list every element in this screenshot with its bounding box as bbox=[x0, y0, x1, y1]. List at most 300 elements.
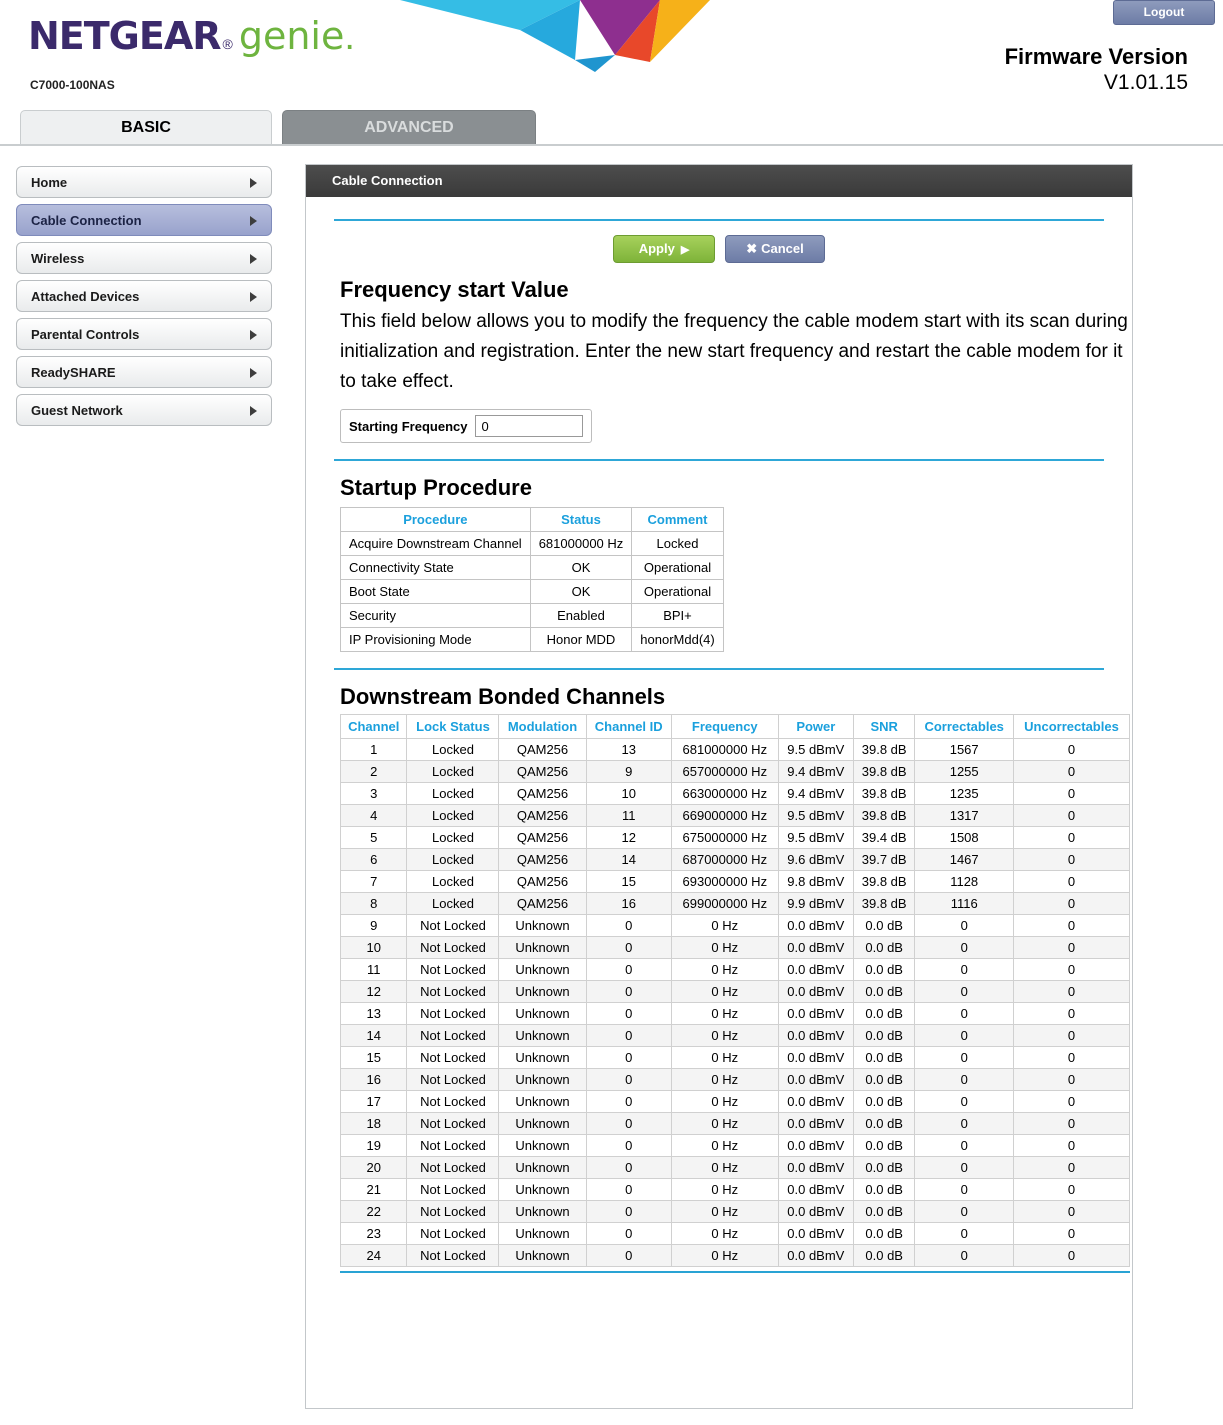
cell-frequency: 0 Hz bbox=[671, 1113, 778, 1135]
cell-lock-status: Locked bbox=[407, 827, 499, 849]
cell-lock-status: Locked bbox=[407, 805, 499, 827]
column-header-correctables: Correctables bbox=[915, 715, 1014, 739]
firmware-title: Firmware Version bbox=[1004, 44, 1188, 69]
cell-lock-status: Not Locked bbox=[407, 1157, 499, 1179]
table-row bbox=[341, 1135, 1130, 1157]
cell-channel-id: 0 bbox=[586, 1157, 671, 1179]
cell-correctables: 0 bbox=[915, 1003, 1014, 1025]
cell-correctables: 0 bbox=[915, 1091, 1014, 1113]
cell-modulation: QAM256 bbox=[499, 739, 586, 761]
cell-channel-id: 12 bbox=[586, 827, 671, 849]
cell-uncorrectables: 0 bbox=[1014, 915, 1130, 937]
table-row bbox=[341, 827, 1130, 849]
cell-channel-id: 16 bbox=[586, 893, 671, 915]
cell-channel-id: 0 bbox=[586, 1179, 671, 1201]
table-row bbox=[341, 1179, 1130, 1201]
cell-status: OK bbox=[530, 580, 632, 604]
cell-frequency: 657000000 Hz bbox=[671, 761, 778, 783]
cell-channel: 19 bbox=[341, 1135, 407, 1157]
column-header-comment: Comment bbox=[632, 508, 723, 532]
cell-correctables: 1317 bbox=[915, 805, 1014, 827]
cell-comment: Operational bbox=[632, 556, 723, 580]
table-row bbox=[341, 1157, 1130, 1179]
cell-snr: 0.0 dB bbox=[854, 1003, 915, 1025]
sidebar-item-home[interactable] bbox=[16, 166, 272, 198]
cell-frequency: 0 Hz bbox=[671, 1069, 778, 1091]
cell-correctables: 1467 bbox=[915, 849, 1014, 871]
cell-correctables: 1128 bbox=[915, 871, 1014, 893]
cell-snr: 0.0 dB bbox=[854, 1091, 915, 1113]
cell-lock-status: Not Locked bbox=[407, 1091, 499, 1113]
cell-power: 0.0 dBmV bbox=[778, 1201, 853, 1223]
cell-lock-status: Locked bbox=[407, 739, 499, 761]
panel-body bbox=[306, 197, 1132, 1283]
cell-snr: 0.0 dB bbox=[854, 1069, 915, 1091]
divider-top bbox=[334, 219, 1104, 221]
cell-procedure: Security bbox=[341, 604, 531, 628]
cell-snr: 0.0 dB bbox=[854, 1113, 915, 1135]
cell-correctables: 0 bbox=[915, 1047, 1014, 1069]
cell-correctables: 0 bbox=[915, 1025, 1014, 1047]
cell-snr: 0.0 dB bbox=[854, 1179, 915, 1201]
cell-snr: 0.0 dB bbox=[854, 1135, 915, 1157]
cell-modulation: QAM256 bbox=[499, 849, 586, 871]
cell-correctables: 1116 bbox=[915, 893, 1014, 915]
cell-channel-id: 0 bbox=[586, 1113, 671, 1135]
cell-frequency: 0 Hz bbox=[671, 1135, 778, 1157]
cell-modulation: Unknown bbox=[499, 1201, 586, 1223]
cell-snr: 0.0 dB bbox=[854, 1025, 915, 1047]
cell-correctables: 0 bbox=[915, 1157, 1014, 1179]
registered-mark: ® bbox=[222, 36, 233, 52]
cell-channel-id: 10 bbox=[586, 783, 671, 805]
cell-uncorrectables: 0 bbox=[1014, 1069, 1130, 1091]
column-header-snr: SNR bbox=[854, 715, 915, 739]
cell-power: 0.0 dBmV bbox=[778, 1179, 853, 1201]
cell-power: 0.0 dBmV bbox=[778, 1091, 853, 1113]
cell-snr: 0.0 dB bbox=[854, 1047, 915, 1069]
action-buttons bbox=[316, 235, 1122, 263]
cell-channel: 10 bbox=[341, 937, 407, 959]
table-row bbox=[341, 959, 1130, 981]
chevron-right-icon bbox=[250, 254, 257, 264]
table-row bbox=[341, 849, 1130, 871]
cell-snr: 0.0 dB bbox=[854, 937, 915, 959]
cell-power: 0.0 dBmV bbox=[778, 1135, 853, 1157]
cell-lock-status: Locked bbox=[407, 849, 499, 871]
cell-correctables: 0 bbox=[915, 937, 1014, 959]
cell-uncorrectables: 0 bbox=[1014, 1179, 1130, 1201]
cell-lock-status: Not Locked bbox=[407, 1003, 499, 1025]
table-header-row bbox=[341, 508, 724, 532]
cell-power: 0.0 dBmV bbox=[778, 1003, 853, 1025]
cell-channel: 14 bbox=[341, 1025, 407, 1047]
cell-uncorrectables: 0 bbox=[1014, 1047, 1130, 1069]
cell-channel: 17 bbox=[341, 1091, 407, 1113]
cell-channel: 23 bbox=[341, 1223, 407, 1245]
startup-procedure-table bbox=[340, 507, 724, 652]
sidebar-item-label: Parental Controls bbox=[31, 327, 140, 342]
divider-after-startup bbox=[334, 668, 1104, 670]
cell-lock-status: Locked bbox=[407, 761, 499, 783]
cell-modulation: QAM256 bbox=[499, 805, 586, 827]
cell-snr: 0.0 dB bbox=[854, 1245, 915, 1267]
cell-channel-id: 0 bbox=[586, 1245, 671, 1267]
chevron-right-icon bbox=[250, 330, 257, 340]
table-row bbox=[341, 604, 724, 628]
cell-frequency: 0 Hz bbox=[671, 915, 778, 937]
sidebar-item-label: Cable Connection bbox=[31, 213, 142, 228]
cell-uncorrectables: 0 bbox=[1014, 1201, 1130, 1223]
cell-channel: 21 bbox=[341, 1179, 407, 1201]
cell-snr: 0.0 dB bbox=[854, 1223, 915, 1245]
cell-comment: honorMdd(4) bbox=[632, 628, 723, 652]
cell-frequency: 681000000 Hz bbox=[671, 739, 778, 761]
firmware-info bbox=[1005, 44, 1188, 96]
tab-basic[interactable]: BASIC bbox=[20, 110, 272, 145]
cell-uncorrectables: 0 bbox=[1014, 959, 1130, 981]
cell-correctables: 0 bbox=[915, 1179, 1014, 1201]
cell-lock-status: Not Locked bbox=[407, 1069, 499, 1091]
play-arrow-icon: ▶ bbox=[680, 244, 690, 256]
cell-modulation: Unknown bbox=[499, 1245, 586, 1267]
tab-advanced[interactable]: ADVANCED bbox=[282, 110, 536, 145]
cancel-button[interactable] bbox=[725, 235, 825, 263]
cell-snr: 0.0 dB bbox=[854, 1201, 915, 1223]
cell-correctables: 0 bbox=[915, 1201, 1014, 1223]
cell-snr: 0.0 dB bbox=[854, 915, 915, 937]
cell-comment: Locked bbox=[632, 532, 723, 556]
starting-frequency-input[interactable] bbox=[475, 415, 583, 437]
cell-uncorrectables: 0 bbox=[1014, 1091, 1130, 1113]
cell-lock-status: Locked bbox=[407, 893, 499, 915]
cell-modulation: QAM256 bbox=[499, 761, 586, 783]
decorative-banner-graphic bbox=[400, 0, 710, 76]
netgear-genie-logo bbox=[28, 14, 355, 59]
cell-channel: 16 bbox=[341, 1069, 407, 1091]
cell-channel-id: 0 bbox=[586, 1091, 671, 1113]
starting-frequency-row bbox=[340, 409, 592, 443]
cell-correctables: 1567 bbox=[915, 739, 1014, 761]
cell-correctables: 0 bbox=[915, 1069, 1014, 1091]
cell-channel-id: 15 bbox=[586, 871, 671, 893]
cancel-button-label: Cancel bbox=[761, 241, 804, 256]
cable-connection-panel bbox=[305, 164, 1133, 1409]
table-row bbox=[341, 1047, 1130, 1069]
table-row bbox=[341, 915, 1130, 937]
cell-power: 0.0 dBmV bbox=[778, 937, 853, 959]
cell-channel-id: 11 bbox=[586, 805, 671, 827]
downstream-table-body bbox=[341, 739, 1130, 1267]
cell-status: Honor MDD bbox=[530, 628, 632, 652]
cell-uncorrectables: 0 bbox=[1014, 871, 1130, 893]
cell-frequency: 669000000 Hz bbox=[671, 805, 778, 827]
tabs-underline bbox=[0, 144, 1223, 146]
cell-modulation: QAM256 bbox=[499, 871, 586, 893]
sidebar-item-wireless[interactable] bbox=[16, 242, 272, 274]
chevron-right-icon bbox=[250, 178, 257, 188]
sidebar-item-guest-network[interactable] bbox=[16, 394, 272, 426]
cell-power: 9.5 dBmV bbox=[778, 739, 853, 761]
cell-power: 0.0 dBmV bbox=[778, 1025, 853, 1047]
cell-uncorrectables: 0 bbox=[1014, 783, 1130, 805]
cell-frequency: 675000000 Hz bbox=[671, 827, 778, 849]
cell-frequency: 0 Hz bbox=[671, 1003, 778, 1025]
cell-modulation: Unknown bbox=[499, 937, 586, 959]
cell-modulation: Unknown bbox=[499, 1069, 586, 1091]
cell-uncorrectables: 0 bbox=[1014, 805, 1130, 827]
cell-frequency: 693000000 Hz bbox=[671, 871, 778, 893]
cell-uncorrectables: 0 bbox=[1014, 739, 1130, 761]
cell-snr: 39.8 dB bbox=[854, 805, 915, 827]
column-header-status: Status bbox=[530, 508, 632, 532]
cell-channel-id: 13 bbox=[586, 739, 671, 761]
cell-channel: 7 bbox=[341, 871, 407, 893]
cell-modulation: QAM256 bbox=[499, 783, 586, 805]
cell-snr: 39.4 dB bbox=[854, 827, 915, 849]
cell-modulation: Unknown bbox=[499, 1025, 586, 1047]
cell-frequency: 0 Hz bbox=[671, 981, 778, 1003]
cell-frequency: 0 Hz bbox=[671, 1047, 778, 1069]
cell-frequency: 0 Hz bbox=[671, 1223, 778, 1245]
cell-channel: 8 bbox=[341, 893, 407, 915]
logout-button[interactable]: Logout bbox=[1113, 0, 1215, 25]
cell-modulation: Unknown bbox=[499, 1091, 586, 1113]
model-number: C7000-100NAS bbox=[30, 78, 115, 92]
cell-lock-status: Not Locked bbox=[407, 1113, 499, 1135]
cell-uncorrectables: 0 bbox=[1014, 1157, 1130, 1179]
cell-status: 681000000 Hz bbox=[530, 532, 632, 556]
cell-snr: 39.8 dB bbox=[854, 761, 915, 783]
cell-correctables: 0 bbox=[915, 1223, 1014, 1245]
cell-channel: 20 bbox=[341, 1157, 407, 1179]
cell-lock-status: Not Locked bbox=[407, 1223, 499, 1245]
cell-frequency: 0 Hz bbox=[671, 1091, 778, 1113]
table-row bbox=[341, 1091, 1130, 1113]
cell-procedure: Acquire Downstream Channel bbox=[341, 532, 531, 556]
cell-power: 9.4 dBmV bbox=[778, 783, 853, 805]
cell-frequency: 687000000 Hz bbox=[671, 849, 778, 871]
table-row bbox=[341, 1201, 1130, 1223]
table-row bbox=[341, 1025, 1130, 1047]
column-header-procedure: Procedure bbox=[341, 508, 531, 532]
column-header-frequency: Frequency bbox=[671, 715, 778, 739]
cell-power: 0.0 dBmV bbox=[778, 959, 853, 981]
cell-power: 0.0 dBmV bbox=[778, 1047, 853, 1069]
cell-correctables: 1235 bbox=[915, 783, 1014, 805]
table-row bbox=[341, 628, 724, 652]
brand-netgear-text: NETGEAR bbox=[28, 14, 221, 58]
cell-lock-status: Not Locked bbox=[407, 937, 499, 959]
sidebar-item-parental-controls[interactable] bbox=[16, 318, 272, 350]
cell-lock-status: Not Locked bbox=[407, 981, 499, 1003]
cell-procedure: Connectivity State bbox=[341, 556, 531, 580]
sidebar-item-readyshare[interactable] bbox=[16, 356, 272, 388]
cell-channel: 11 bbox=[341, 959, 407, 981]
cell-channel: 13 bbox=[341, 1003, 407, 1025]
cell-power: 9.8 dBmV bbox=[778, 871, 853, 893]
cell-procedure: Boot State bbox=[341, 580, 531, 604]
table-row bbox=[341, 1003, 1130, 1025]
brand-dot: . bbox=[344, 16, 355, 58]
cell-frequency: 0 Hz bbox=[671, 959, 778, 981]
cell-channel: 2 bbox=[341, 761, 407, 783]
cell-snr: 0.0 dB bbox=[854, 959, 915, 981]
cell-power: 9.6 dBmV bbox=[778, 849, 853, 871]
cell-channel-id: 0 bbox=[586, 1047, 671, 1069]
cell-correctables: 0 bbox=[915, 981, 1014, 1003]
cell-uncorrectables: 0 bbox=[1014, 827, 1130, 849]
cell-frequency: 0 Hz bbox=[671, 1157, 778, 1179]
cell-power: 0.0 dBmV bbox=[778, 981, 853, 1003]
sidebar-item-attached-devices[interactable] bbox=[16, 280, 272, 312]
cell-channel: 6 bbox=[341, 849, 407, 871]
apply-button-label: Apply bbox=[638, 241, 675, 256]
cell-comment: Operational bbox=[632, 580, 723, 604]
cell-modulation: Unknown bbox=[499, 1157, 586, 1179]
cell-channel-id: 0 bbox=[586, 1201, 671, 1223]
table-row bbox=[341, 556, 724, 580]
cell-lock-status: Not Locked bbox=[407, 959, 499, 981]
cell-channel-id: 0 bbox=[586, 1003, 671, 1025]
cell-power: 0.0 dBmV bbox=[778, 1113, 853, 1135]
column-header-power: Power bbox=[778, 715, 853, 739]
startup-procedure-heading: Startup Procedure bbox=[340, 475, 532, 500]
panel-title: Cable Connection bbox=[306, 165, 1132, 197]
main-tabs bbox=[0, 110, 1223, 146]
cell-lock-status: Locked bbox=[407, 871, 499, 893]
cell-status: OK bbox=[530, 556, 632, 580]
apply-button[interactable] bbox=[613, 235, 715, 263]
column-header-channel-id: Channel ID bbox=[586, 715, 671, 739]
cell-snr: 39.8 dB bbox=[854, 783, 915, 805]
cell-uncorrectables: 0 bbox=[1014, 761, 1130, 783]
cell-channel-id: 0 bbox=[586, 981, 671, 1003]
cell-power: 0.0 dBmV bbox=[778, 1157, 853, 1179]
cell-comment: BPI+ bbox=[632, 604, 723, 628]
downstream-bonded-channels-table bbox=[340, 714, 1130, 1267]
divider-bottom bbox=[340, 1271, 1130, 1273]
cell-power: 9.4 dBmV bbox=[778, 761, 853, 783]
table-row bbox=[341, 783, 1130, 805]
cell-modulation: Unknown bbox=[499, 1135, 586, 1157]
cell-power: 0.0 dBmV bbox=[778, 1069, 853, 1091]
cell-correctables: 1508 bbox=[915, 827, 1014, 849]
chevron-right-icon bbox=[250, 406, 257, 416]
cell-modulation: Unknown bbox=[499, 1223, 586, 1245]
cell-correctables: 0 bbox=[915, 1113, 1014, 1135]
sidebar-item-cable-connection[interactable] bbox=[16, 204, 272, 236]
cell-lock-status: Not Locked bbox=[407, 1245, 499, 1267]
cell-frequency: 0 Hz bbox=[671, 1201, 778, 1223]
cell-modulation: Unknown bbox=[499, 1113, 586, 1135]
table-row bbox=[341, 871, 1130, 893]
cell-channel: 18 bbox=[341, 1113, 407, 1135]
cell-uncorrectables: 0 bbox=[1014, 1245, 1130, 1267]
table-row bbox=[341, 1113, 1130, 1135]
table-row bbox=[341, 1223, 1130, 1245]
cell-modulation: Unknown bbox=[499, 1179, 586, 1201]
chevron-right-icon bbox=[250, 368, 257, 378]
cell-uncorrectables: 0 bbox=[1014, 937, 1130, 959]
downstream-channels-heading: Downstream Bonded Channels bbox=[340, 684, 666, 709]
page-header bbox=[0, 0, 1223, 104]
cell-channel-id: 0 bbox=[586, 959, 671, 981]
cell-channel: 24 bbox=[341, 1245, 407, 1267]
cell-correctables: 0 bbox=[915, 915, 1014, 937]
cell-procedure: IP Provisioning Mode bbox=[341, 628, 531, 652]
table-row bbox=[341, 893, 1130, 915]
sidebar-item-label: ReadySHARE bbox=[31, 365, 116, 380]
table-row bbox=[341, 580, 724, 604]
brand-genie-text: genie bbox=[238, 14, 345, 58]
table-row bbox=[341, 761, 1130, 783]
cell-channel-id: 0 bbox=[586, 1069, 671, 1091]
cell-modulation: Unknown bbox=[499, 959, 586, 981]
close-icon: ✖ bbox=[746, 241, 758, 256]
cell-frequency: 0 Hz bbox=[671, 1179, 778, 1201]
cell-snr: 39.7 dB bbox=[854, 849, 915, 871]
column-header-modulation: Modulation bbox=[499, 715, 586, 739]
cell-channel: 12 bbox=[341, 981, 407, 1003]
cell-frequency: 0 Hz bbox=[671, 1025, 778, 1047]
cell-frequency: 0 Hz bbox=[671, 937, 778, 959]
cell-power: 0.0 dBmV bbox=[778, 1245, 853, 1267]
cell-power: 0.0 dBmV bbox=[778, 915, 853, 937]
table-row bbox=[341, 1245, 1130, 1267]
table-row bbox=[341, 739, 1130, 761]
cell-uncorrectables: 0 bbox=[1014, 1223, 1130, 1245]
cell-lock-status: Locked bbox=[407, 783, 499, 805]
cell-frequency: 663000000 Hz bbox=[671, 783, 778, 805]
cell-uncorrectables: 0 bbox=[1014, 1113, 1130, 1135]
cell-snr: 0.0 dB bbox=[854, 981, 915, 1003]
cell-uncorrectables: 0 bbox=[1014, 1135, 1130, 1157]
cell-channel: 3 bbox=[341, 783, 407, 805]
sidebar-item-label: Wireless bbox=[31, 251, 85, 266]
table-row bbox=[341, 937, 1130, 959]
cell-power: 9.5 dBmV bbox=[778, 805, 853, 827]
column-header-lock-status: Lock Status bbox=[407, 715, 499, 739]
cell-snr: 0.0 dB bbox=[854, 1157, 915, 1179]
cell-status: Enabled bbox=[530, 604, 632, 628]
chevron-right-icon bbox=[250, 216, 257, 226]
cell-correctables: 0 bbox=[915, 959, 1014, 981]
sidebar-item-label: Home bbox=[31, 175, 68, 190]
chevron-right-icon bbox=[250, 292, 257, 302]
cell-correctables: 0 bbox=[915, 1245, 1014, 1267]
column-header-uncorrectables: Uncorrectables bbox=[1014, 715, 1130, 739]
cell-uncorrectables: 0 bbox=[1014, 849, 1130, 871]
sidebar-nav bbox=[16, 166, 272, 432]
cell-modulation: Unknown bbox=[499, 1047, 586, 1069]
divider-after-frequency bbox=[334, 459, 1104, 461]
cell-frequency: 0 Hz bbox=[671, 1245, 778, 1267]
cell-uncorrectables: 0 bbox=[1014, 1003, 1130, 1025]
table-header-row bbox=[341, 715, 1130, 739]
table-row bbox=[341, 805, 1130, 827]
cell-channel: 4 bbox=[341, 805, 407, 827]
cell-frequency: 699000000 Hz bbox=[671, 893, 778, 915]
cell-correctables: 0 bbox=[915, 1135, 1014, 1157]
column-header-channel: Channel bbox=[341, 715, 407, 739]
cell-snr: 39.8 dB bbox=[854, 893, 915, 915]
frequency-start-heading: Frequency start Value bbox=[340, 277, 569, 302]
cell-lock-status: Not Locked bbox=[407, 1201, 499, 1223]
table-row bbox=[341, 1069, 1130, 1091]
table-row bbox=[341, 532, 724, 556]
cell-correctables: 1255 bbox=[915, 761, 1014, 783]
